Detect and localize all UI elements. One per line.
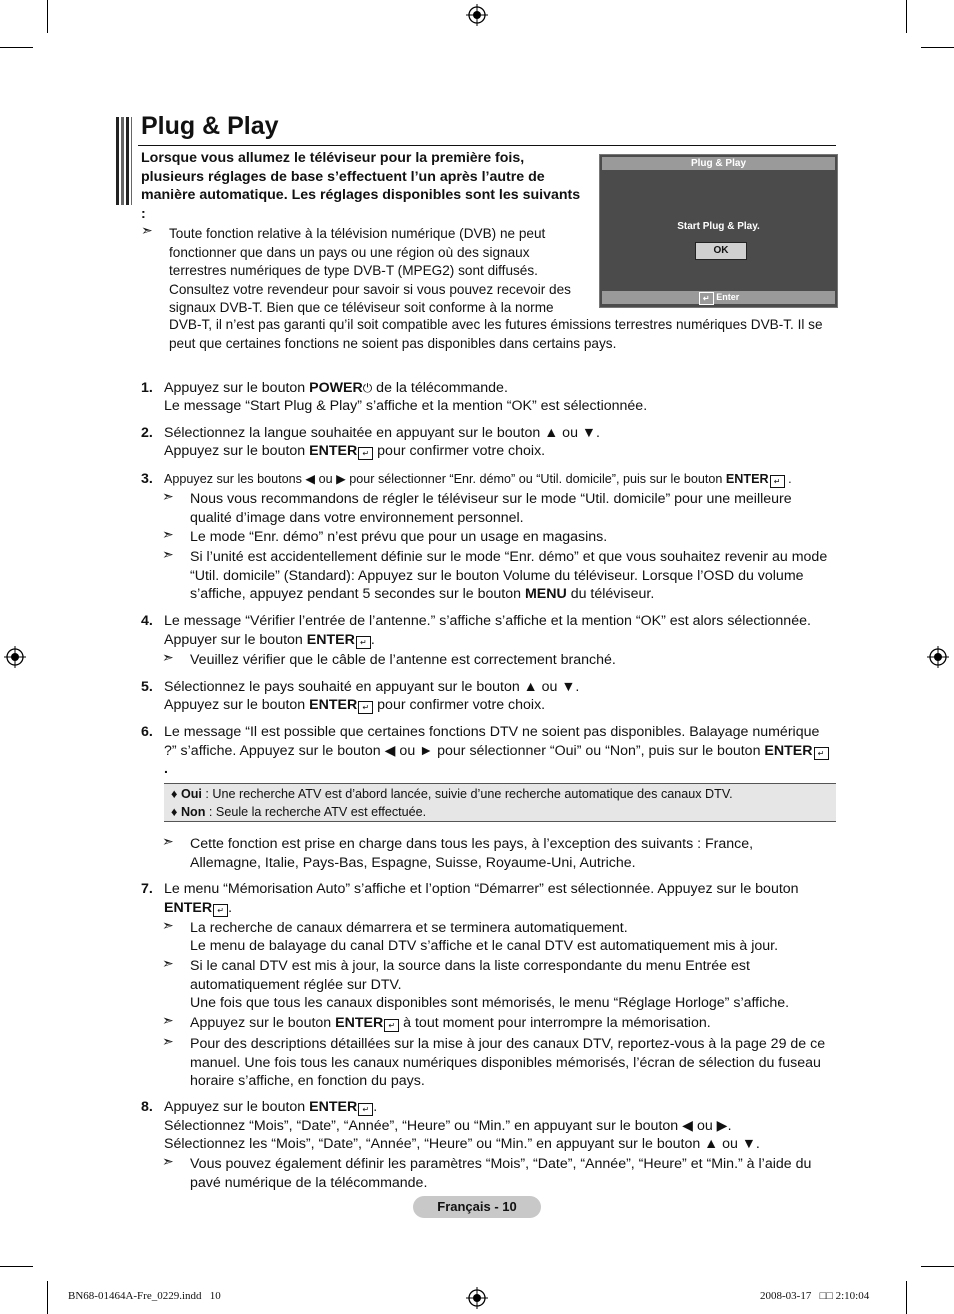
enter-label: ENTER — [306, 632, 355, 648]
text: Appuyez sur le bouton — [164, 697, 310, 713]
enter-icon: ↵ — [213, 904, 228, 917]
text: . — [373, 1099, 378, 1115]
text: . — [228, 900, 233, 916]
registration-mark-icon — [466, 4, 488, 26]
step-4-line-2 — [164, 631, 375, 650]
note-arrow-icon: ➣ — [162, 526, 174, 542]
enter-label: ENTER — [309, 697, 358, 713]
crop-mark — [906, 1281, 907, 1314]
enter-label: ENTER — [764, 742, 813, 759]
osd-screen — [599, 154, 838, 308]
step-7-note-4: Pour des descriptions détaillées sur la mise à jour des canaux DTV, reportez-vous à la page 29 de ce manuel. Une fois tous les canaux numériques disponibles mémorisés, l’écran de sélection du fuseau horaire s’affiche, en fonction du pays. — [190, 1036, 826, 1089]
text: du téléviseur. — [566, 586, 655, 602]
crop-mark — [921, 47, 954, 48]
step-number: 7. — [141, 881, 153, 897]
page-number-label: Français - 10 — [413, 1196, 541, 1218]
option-label: Non — [180, 805, 206, 819]
step-8-line-1 — [164, 1098, 377, 1117]
step-6-note-1: Cette fonction est prise en charge dans tous les pays, à l’exception des suivants : France, Allemagne, Italie, Pays-Bas, Espagne, Suisse, Royaume-Uni, Autriche. — [190, 836, 754, 871]
registration-mark-icon — [4, 646, 26, 668]
text: Si l’unité est accidentellement définie sur le mode “Enr. démo” et que vous souhaitez revenir au mode “Util. domicile” (Standard): Appuyez sur le bouton Volume du téléviseur. Lorsque l’OSD du volume s’affiche, appuyez pendant 5 secondes sur le bouton — [190, 549, 828, 602]
crop-mark — [921, 1266, 954, 1267]
text: : Seule la recherche ATV est effectuée. — [205, 805, 427, 819]
text: : Une recherche ATV est d’abord lancée, suivie d’une recherche automatique des canaux DTV. — [201, 787, 733, 801]
enter-icon: ↵ — [814, 747, 829, 760]
step-5-line-2 — [164, 696, 545, 715]
note-arrow-icon: ➣ — [162, 917, 174, 933]
registration-mark-icon — [466, 1287, 488, 1309]
step-3-line-1 — [164, 470, 792, 489]
osd-ok-button: OK — [695, 242, 747, 260]
text: Appuyer sur le bouton — [164, 632, 307, 648]
crop-mark — [0, 1266, 33, 1267]
step-3-note-3 — [190, 548, 830, 604]
text: Le message “Il est possible que certaines fonctions DTV ne soient pas disponibles. Balayage numérique ?” s’affiche. Appuyez sur le bouton ◀ ou ► pour sélectionner “Oui” ou “Non”, puis sur le bouton — [164, 724, 820, 759]
step-7-line-1: Le menu “Mémorisation Auto” s’affiche et l’option “Démarrer” est sélectionnée. Appuyez sur le bouton — [164, 881, 799, 897]
power-label: POWER — [309, 380, 363, 396]
step-number: 2. — [141, 425, 153, 441]
enter-icon: ↵ — [358, 447, 373, 460]
note-arrow-icon: ➣ — [162, 833, 174, 849]
intro-text: Lorsque vous allumez le téléviseur pour la première fois, plusieurs réglages de base s’effectuent l’un après l’autre de manière automatique. Les réglages disponibles sont les suivants : — [141, 150, 581, 222]
enter-icon: ↵ — [770, 475, 785, 488]
text: Appuyez sur le bouton — [190, 1015, 336, 1031]
page-title: Plug & Play — [141, 112, 279, 140]
step-2-line-2 — [164, 442, 545, 461]
option-non: ♦ Non : Seule la recherche ATV est effectuée. — [171, 805, 427, 819]
osd-footer-label: Enter — [716, 292, 740, 302]
note-arrow-icon: ➣ — [162, 955, 174, 971]
step-number: 8. — [141, 1099, 153, 1115]
print-file-info: BN68-01464A-Fre_0229.indd 10 — [68, 1290, 221, 1302]
step-3-note-2: Le mode “Enr. démo” n’est prévu que pour un usage en magasins. — [190, 529, 608, 545]
text: Appuyez sur le bouton — [164, 380, 310, 396]
step-8-line-3: Sélectionnez les “Mois”, “Date”, “Année”, “Heure” ou “Min.” en appuyant sur le bouton ▲ ou ▼. — [164, 1136, 760, 1152]
note-dvb-cont: DVB-T, il n’est pas garanti qu’il soit compatible avec les futures émissions terrestres numériques DVB-T. Il se peut que certaines fonctions ne soient pas disponibles dans certains pays. — [169, 317, 823, 351]
crop-mark — [906, 0, 907, 33]
step-4-note-1: Veuillez vérifier que le câble de l’antenne est correctement branché. — [190, 652, 616, 668]
step-7-note-2b: Une fois que tous les canaux disponibles sont mémorisés, le menu “Réglage Horloge” s’affiche. — [190, 995, 790, 1011]
step-1-line-2: Le message “Start Plug & Play” s’affiche et la mention “OK” est sélectionnée. — [164, 398, 648, 414]
power-icon: ⏻ — [362, 381, 373, 395]
menu-label: MENU — [524, 586, 567, 602]
osd-header: Plug & Play — [602, 157, 835, 170]
text: . — [784, 472, 792, 486]
enter-label: ENTER — [335, 1015, 384, 1031]
text: . — [370, 632, 375, 648]
step-8-note-1: Vous pouvez également définir les paramètres “Mois”, “Date”, “Année”, “Heure” et “Min.” à l’aide du pavé numérique de la télécommande. — [190, 1156, 812, 1191]
crop-mark — [47, 1281, 48, 1314]
option-oui: ♦ Oui : Une recherche ATV est d’abord lancée, suivie d’une recherche automatique des canaux DTV. — [171, 787, 733, 801]
registration-mark-icon — [927, 646, 949, 668]
option-label: Oui — [180, 787, 202, 801]
note-arrow-icon: ➣ — [141, 222, 153, 238]
enter-icon: ↵ — [358, 701, 373, 714]
text: de la télécommande. — [372, 380, 508, 396]
enter-label: ENTER — [309, 443, 358, 459]
note-arrow-icon: ➣ — [162, 546, 174, 562]
enter-icon: ↵ — [384, 1019, 399, 1032]
note-arrow-icon: ➣ — [162, 488, 174, 504]
title-rule — [138, 145, 836, 146]
step-1-line-1 — [164, 379, 508, 398]
osd-message: Start Plug & Play. — [677, 221, 760, 232]
osd-footer — [602, 291, 835, 304]
enter-label: ENTER — [164, 900, 213, 916]
text: Appuyez sur le bouton — [164, 1099, 310, 1115]
text: pour confirmer votre choix. — [373, 443, 546, 459]
step-7-note-3 — [190, 1014, 830, 1033]
text: pour confirmer votre choix. — [373, 697, 546, 713]
step-number: 6. — [141, 724, 153, 740]
step-2-line-1: Sélectionnez la langue souhaitée en appuyant sur le bouton ▲ ou ▼. — [164, 425, 600, 441]
title-decoration-bar — [116, 117, 132, 205]
step-number: 3. — [141, 471, 153, 487]
enter-icon: ↵ — [358, 1103, 373, 1116]
step-7-note-2a: Si le canal DTV est mis à jour, la source dans la liste correspondante du menu Entrée est automatiquement réglée sur DTV. — [190, 958, 750, 993]
crop-mark — [0, 47, 33, 48]
step-number: 5. — [141, 679, 153, 695]
print-date-info: 2008-03-17 □□ 2:10:04 — [760, 1290, 870, 1302]
options-box — [164, 783, 836, 822]
step-number: 4. — [141, 613, 153, 629]
step-7-note-1b: Le menu de balayage du canal DTV s’affiche et le canal DTV est automatiquement mis à jour. — [190, 938, 779, 954]
step-7-line-2 — [164, 899, 232, 918]
text: Appuyez sur les boutons ◀ ou ▶ pour sélectionner “Enr. démo” ou “Util. domicile”, puis sur le bouton — [164, 472, 726, 486]
step-3-note-1: Nous vous recommandons de régler le téléviseur sur le mode “Util. domicile” pour une meilleure qualité d’image dans votre environnement personnel. — [190, 491, 792, 526]
step-5-line-1: Sélectionnez le pays souhaité en appuyant sur le bouton ▲ ou ▼. — [164, 679, 580, 695]
text: . — [164, 761, 168, 777]
enter-label: ENTER — [725, 472, 769, 486]
note-arrow-icon: ➣ — [162, 1012, 174, 1028]
step-7-note-1a: La recherche de canaux démarrera et se terminera automatiquement. — [190, 920, 628, 936]
enter-label: ENTER — [309, 1099, 358, 1115]
step-4-line-1: Le message “Vérifier l’entrée de l’antenne.” s’affiche s’affiche et la mention “OK” est alors sélectionnée. — [164, 613, 811, 629]
text: à tout moment pour interrompre la mémorisation. — [399, 1015, 711, 1031]
step-6-line-1 — [164, 723, 830, 779]
step-number: 1. — [141, 380, 153, 396]
note-arrow-icon: ➣ — [162, 649, 174, 665]
note-arrow-icon: ➣ — [162, 1153, 174, 1169]
note-arrow-icon: ➣ — [162, 1033, 174, 1049]
text: Appuyez sur le bouton — [164, 443, 310, 459]
crop-mark — [47, 0, 48, 33]
note-dvb: Toute fonction relative à la télévision numérique (DVB) ne peut fonctionner que dans un pays ou une région où des signaux terrestres numériques de type DVB-T (MPEG2) sont diffusés. Consultez votre revendeur pour savoir si vous pouvez recevoir des signaux DVB-T. Bien que ce téléviseur soit conforme à la norme — [169, 226, 571, 315]
enter-icon: ↵ — [356, 636, 371, 649]
step-8-line-2: Sélectionnez “Mois”, “Date”, “Année”, “Heure” ou “Min.” en appuyant sur le bouton ◀ ou ▶. — [164, 1118, 732, 1134]
enter-icon: ↵ — [699, 292, 714, 305]
